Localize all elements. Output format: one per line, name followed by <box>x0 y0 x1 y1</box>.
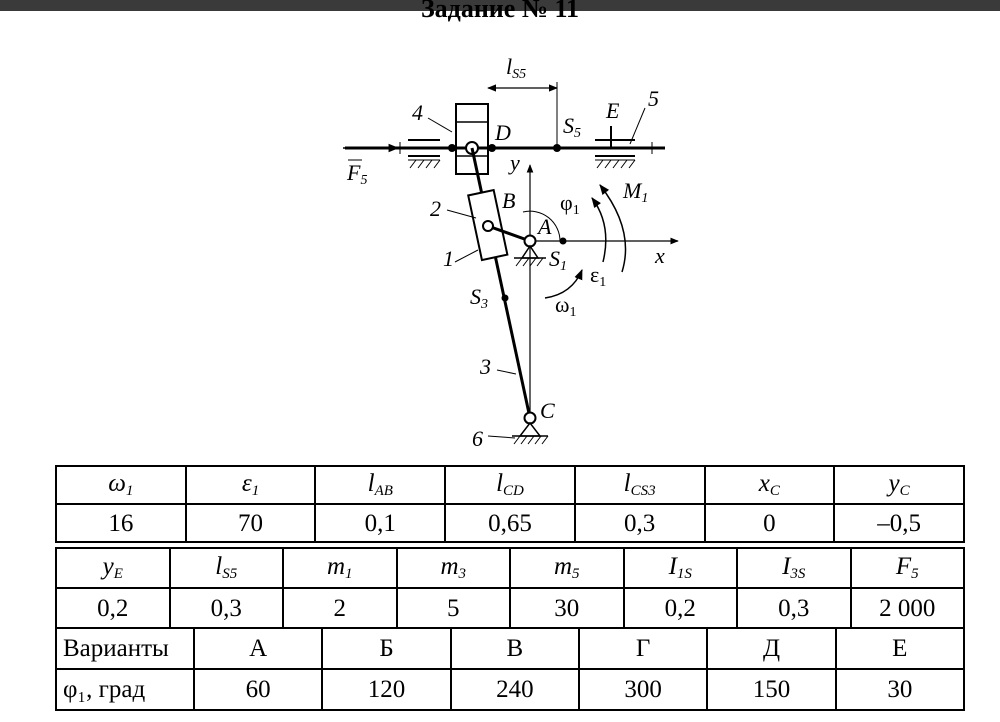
guide-left <box>408 140 440 168</box>
label-phi1: φ1 <box>560 190 580 218</box>
point-b <box>483 221 493 231</box>
table-cell: –0,5 <box>834 504 964 542</box>
table-header-cell: $I_{1S}$ <box>624 548 738 588</box>
label-x: x <box>655 243 665 268</box>
table-header-cell: $l_{S5}$ <box>170 548 284 588</box>
table-cell: В <box>451 628 579 669</box>
point-s3 <box>502 295 509 302</box>
table-header-cell: $I_{3S}$ <box>737 548 851 588</box>
table-row <box>56 504 964 542</box>
label-c: C <box>540 398 555 423</box>
table-cell: 30 <box>510 588 624 628</box>
label-eps1: ε1 <box>590 262 607 290</box>
table-cell: 5 <box>397 588 511 628</box>
table-cell: 0,2 <box>56 588 170 628</box>
table-cell: 0,1 <box>315 504 445 542</box>
table-cell: Г <box>579 628 707 669</box>
label-ls5: lS5 <box>506 54 527 82</box>
table-header-cell: $x_C$ <box>705 466 835 504</box>
label-d: D <box>495 120 511 145</box>
table-header-cell: $y_C$ <box>834 466 964 504</box>
table-cell: Д <box>707 628 835 669</box>
label-s1: S1 <box>549 246 567 274</box>
label-y: y <box>510 150 520 175</box>
table-cell: 300 <box>579 669 707 710</box>
table-cell: 120 <box>322 669 450 710</box>
table-cell: 2 000 <box>851 588 965 628</box>
table-row <box>56 548 964 588</box>
label-6: 6 <box>472 426 483 451</box>
slider-4 <box>448 104 496 174</box>
table-header-cell: $\omega_1$ <box>56 466 186 504</box>
table-header-cell: $\varepsilon_1$ <box>186 466 316 504</box>
table-cell: 0,3 <box>575 504 705 542</box>
variants-table <box>55 627 965 711</box>
label-a: A <box>538 214 552 239</box>
phi-label: φ₁, град <box>56 669 194 710</box>
label-m1: M1 <box>623 178 649 206</box>
table-header-cell: $m_5$ <box>510 548 624 588</box>
label-e: E <box>606 98 620 123</box>
table-header-cell: $y_E$ <box>56 548 170 588</box>
params-table-1 <box>55 465 965 543</box>
table-row <box>56 466 964 504</box>
table-cell: 70 <box>186 504 316 542</box>
table-header-cell: $l_{CD}$ <box>445 466 575 504</box>
table-row <box>56 628 964 669</box>
label-1: 1 <box>443 246 454 271</box>
label-2: 2 <box>430 196 441 221</box>
label-omega1: ω1 <box>555 292 577 320</box>
table-cell: 30 <box>836 669 964 710</box>
table-cell: 150 <box>707 669 835 710</box>
table-header-cell: $l_{AB}$ <box>315 466 445 504</box>
table-cell: 0,3 <box>737 588 851 628</box>
table-cell: 0,2 <box>624 588 738 628</box>
label-5: 5 <box>648 86 659 111</box>
point-s5 <box>553 144 561 152</box>
eps1-arc-arrow <box>592 198 606 262</box>
label-s3: S3 <box>470 284 488 312</box>
table-cell: 16 <box>56 504 186 542</box>
table-cell: 0,65 <box>445 504 575 542</box>
label-b: B <box>502 188 516 213</box>
table-row <box>56 669 964 710</box>
table-cell: 240 <box>451 669 579 710</box>
table-header-cell: $m_1$ <box>283 548 397 588</box>
label-3: 3 <box>480 354 491 379</box>
table-cell: Е <box>836 628 964 669</box>
table-cell: 2 <box>283 588 397 628</box>
table-header-cell: $l_{CS3}$ <box>575 466 705 504</box>
table-cell: 0,3 <box>170 588 284 628</box>
table-cell: Б <box>322 628 450 669</box>
table-header-cell: $F_5$ <box>851 548 965 588</box>
table-cell: А <box>194 628 322 669</box>
label-s5: S5 <box>563 113 581 141</box>
page-title: Задание № 11 <box>420 0 580 23</box>
params-table-2 <box>55 547 965 629</box>
point-s1 <box>560 238 567 245</box>
label-4: 4 <box>412 100 423 125</box>
table-cell: 0 <box>705 504 835 542</box>
table-header-cell: $m_3$ <box>397 548 511 588</box>
table-cell: 60 <box>194 669 322 710</box>
variants-label: Варианты <box>56 628 194 669</box>
label-f5: F5 <box>347 160 368 188</box>
table-row <box>56 588 964 628</box>
